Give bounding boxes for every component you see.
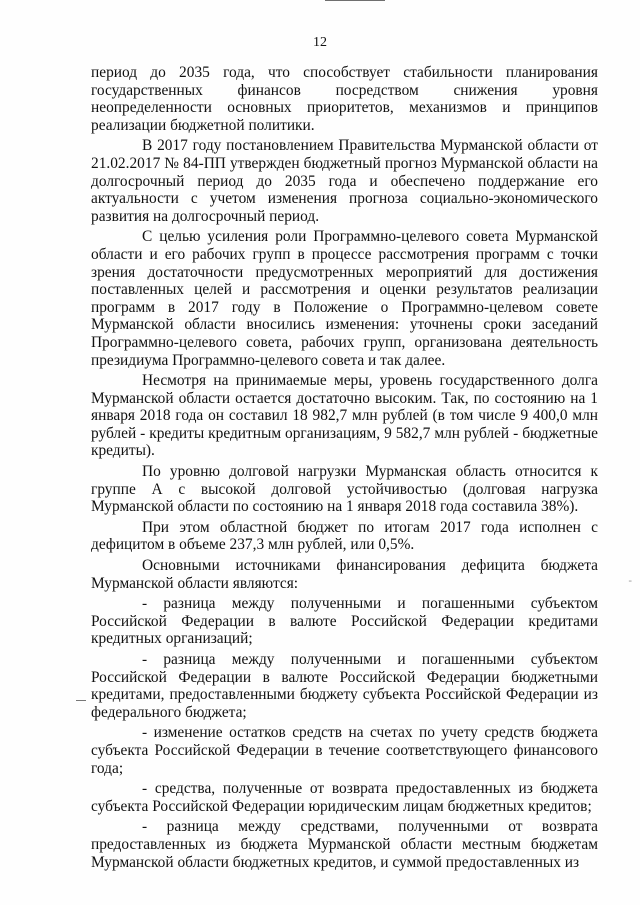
margin-mark: - xyxy=(628,575,632,587)
list-item: - средства, полученные от возврата предоставленных из бюджета субъекта Российской Федерации юридическим лицам бюджетных кредитов; xyxy=(91,780,598,815)
list-item: - разница между полученными и погашенными субъектом Российской Федерации в валюте Российской Федерации кредитами кредитных организаций; xyxy=(91,595,598,648)
document-body xyxy=(91,64,598,874)
paragraph-debt-load: По уровню долговой нагрузки Мурманская область относится к группе А с высокой долговой устойчивостью (долговая нагрузка Мурманской области по состоянию на 1 января 2018 года составила 38%). xyxy=(91,463,598,516)
scan-margin-mark xyxy=(76,700,86,701)
page-number: 12 xyxy=(313,35,327,50)
scan-edge-mark xyxy=(325,0,385,1)
paragraph-continuation: период до 2035 года, что способствует стабильности планирования государственных финансов посредством снижения уровня неопределенности основных приоритетов, механизмов и принципов реализации бюджетной политики. xyxy=(91,64,598,134)
paragraph-financing-sources: Основными источниками финансирования дефицита бюджета Мурманской области являются: xyxy=(91,557,598,592)
list-item: - разница между средствами, полученными от возврата предоставленных из бюджета Мурманской области местным бюджетам Мурманской области бюджетных кредитов, и суммой предоставленных из xyxy=(91,818,598,871)
list-item: - разница между полученными и погашенными субъектом Российской Федерации в валюте Российской Федерации бюджетными кредитами, предоставленными бюджету субъекта Российской Федерации из федерального бюджета; xyxy=(91,651,598,721)
list-item: - изменение остатков средств на счетах по учету средств бюджета субъекта Российской Федерации в течение соответствующего финансового года; xyxy=(91,724,598,777)
paragraph-deficit: При этом областной бюджет по итогам 2017 года исполнен с дефицитом в объеме 237,3 млн рублей, или 0,5%. xyxy=(91,518,598,554)
paragraph-program-council: С целью усиления роли Программно-целевого совета Мурманской области и его рабочих групп в процессе рассмотрения программ с точки зрения достаточности предусмотренных мероприятий для достижения поставленных целей и рассмотрения и оценки результатов реализации программ в 2017 году в Положение о Программно-целевом совете Мурманской области вносились изменения: уточнены сроки заседаний Программно-целевого совета, рабочих групп, организована деятельность президиума Программно-целевого совета и так далее. xyxy=(91,228,598,369)
paragraph-budget-forecast: В 2017 году постановлением Правительства Мурманской области от 21.02.2017 № 84-ПП утвержден бюджетный прогноз Мурманской области на долгосрочный период до 2035 года и обеспечено поддержание его актуальности с учетом изменения прогноза социально-экономического развития на долгосрочный период. xyxy=(91,137,598,225)
paragraph-state-debt: Несмотря на принимаемые меры, уровень государственного долга Мурманской области остается достаточно высоким. Так, по состоянию на 1 января 2018 года он составил 18 982,7 млн рублей (в том числе 9 400,0 млн рублей - кредиты кредитным организациям, 9 582,7 млн рублей - бюджетные кредиты). xyxy=(91,372,598,460)
